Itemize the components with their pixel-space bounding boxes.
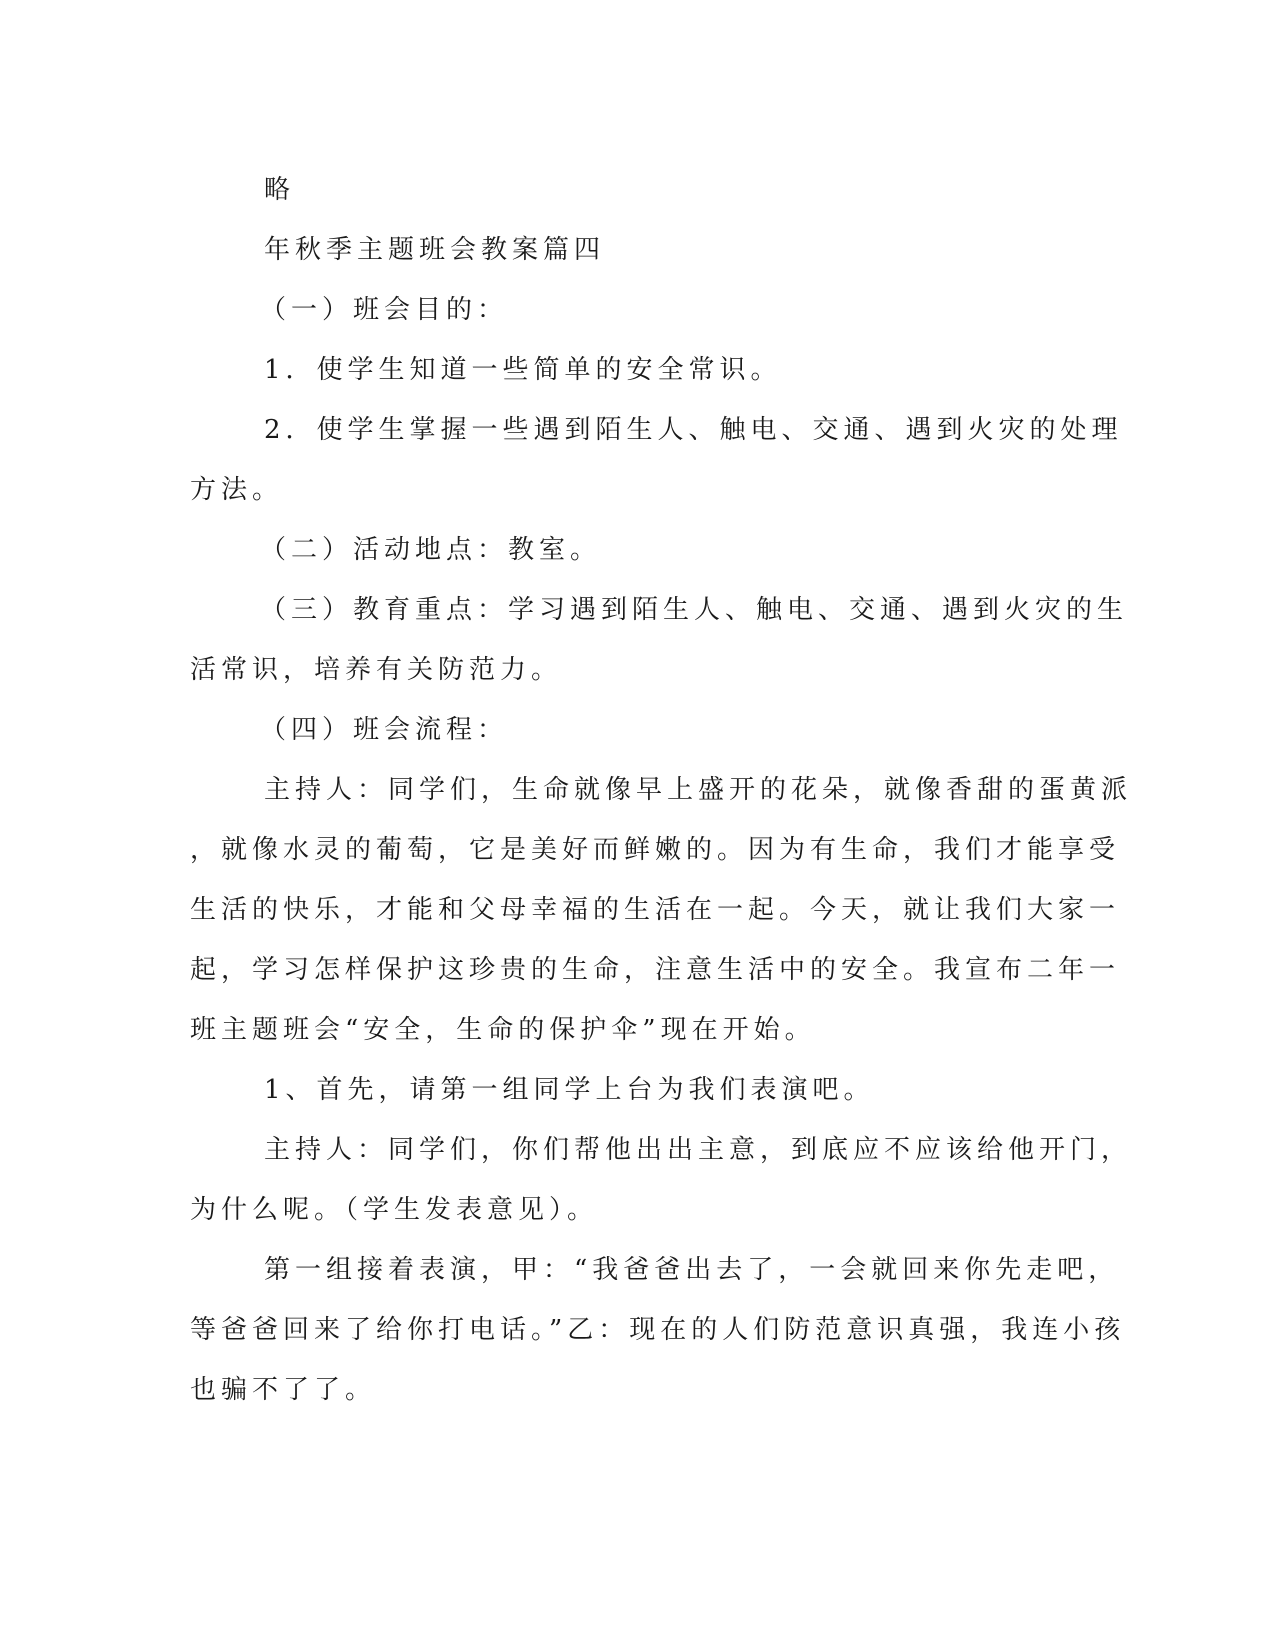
paragraph-line: 1．使学生知道一些简单的安全常识。 [264,355,782,385]
paragraph-line: 班主题班会“安全，生命的保护伞”现在开始。 [190,1015,816,1045]
paragraph-line: 为什么呢。（学生发表意见）。 [190,1195,599,1225]
paragraph-line: （四）班会流程： [260,715,509,745]
paragraph-line: （三）教育重点：学习遇到陌生人、触电、交通、遇到火灾的生 [260,595,1129,625]
document-body [190,160,1133,1420]
paragraph-line: 起，学习怎样保护这珍贵的生命，注意生活中的安全。我宣布二年一 [190,955,1121,985]
paragraph-line: 第一组接着表演，甲：“我爸爸出去了，一会就回来你先走吧， [264,1255,1120,1285]
paragraph-line: 等爸爸回来了给你打电话。”乙：现在的人们防范意识真强，我连小孩 [190,1315,1126,1345]
paragraph-line: 主持人：同学们，你们帮他出出主意，到底应不应该给他开门， [264,1135,1133,1165]
paragraph-line: 主持人：同学们，生命就像早上盛开的花朵，就像香甜的蛋黄派 [264,775,1133,805]
paragraph-line: 略 [264,175,296,205]
paragraph-line: 活常识，培养有关防范力。 [190,655,563,685]
paragraph-line: 生活的快乐，才能和父母幸福的生活在一起。今天，就让我们大家一 [190,895,1121,925]
paragraph-line: 方法。 [190,475,284,505]
paragraph-line: （一）班会目的： [260,295,509,325]
paragraph-line: ，就像水灵的葡萄，它是美好而鲜嫩的。因为有生命，我们才能享受 [190,835,1121,865]
paragraph-line: 2．使学生掌握一些遇到陌生人、触电、交通、遇到火灾的处理 [264,415,1123,445]
paragraph-line: 也骗不了了。 [190,1375,377,1405]
paragraph-line: 1、首先，请第一组同学上台为我们表演吧。 [264,1075,875,1105]
paragraph-line: （二）活动地点：教室。 [260,535,602,565]
section-title: 年秋季主题班会教案篇四 [264,235,606,265]
